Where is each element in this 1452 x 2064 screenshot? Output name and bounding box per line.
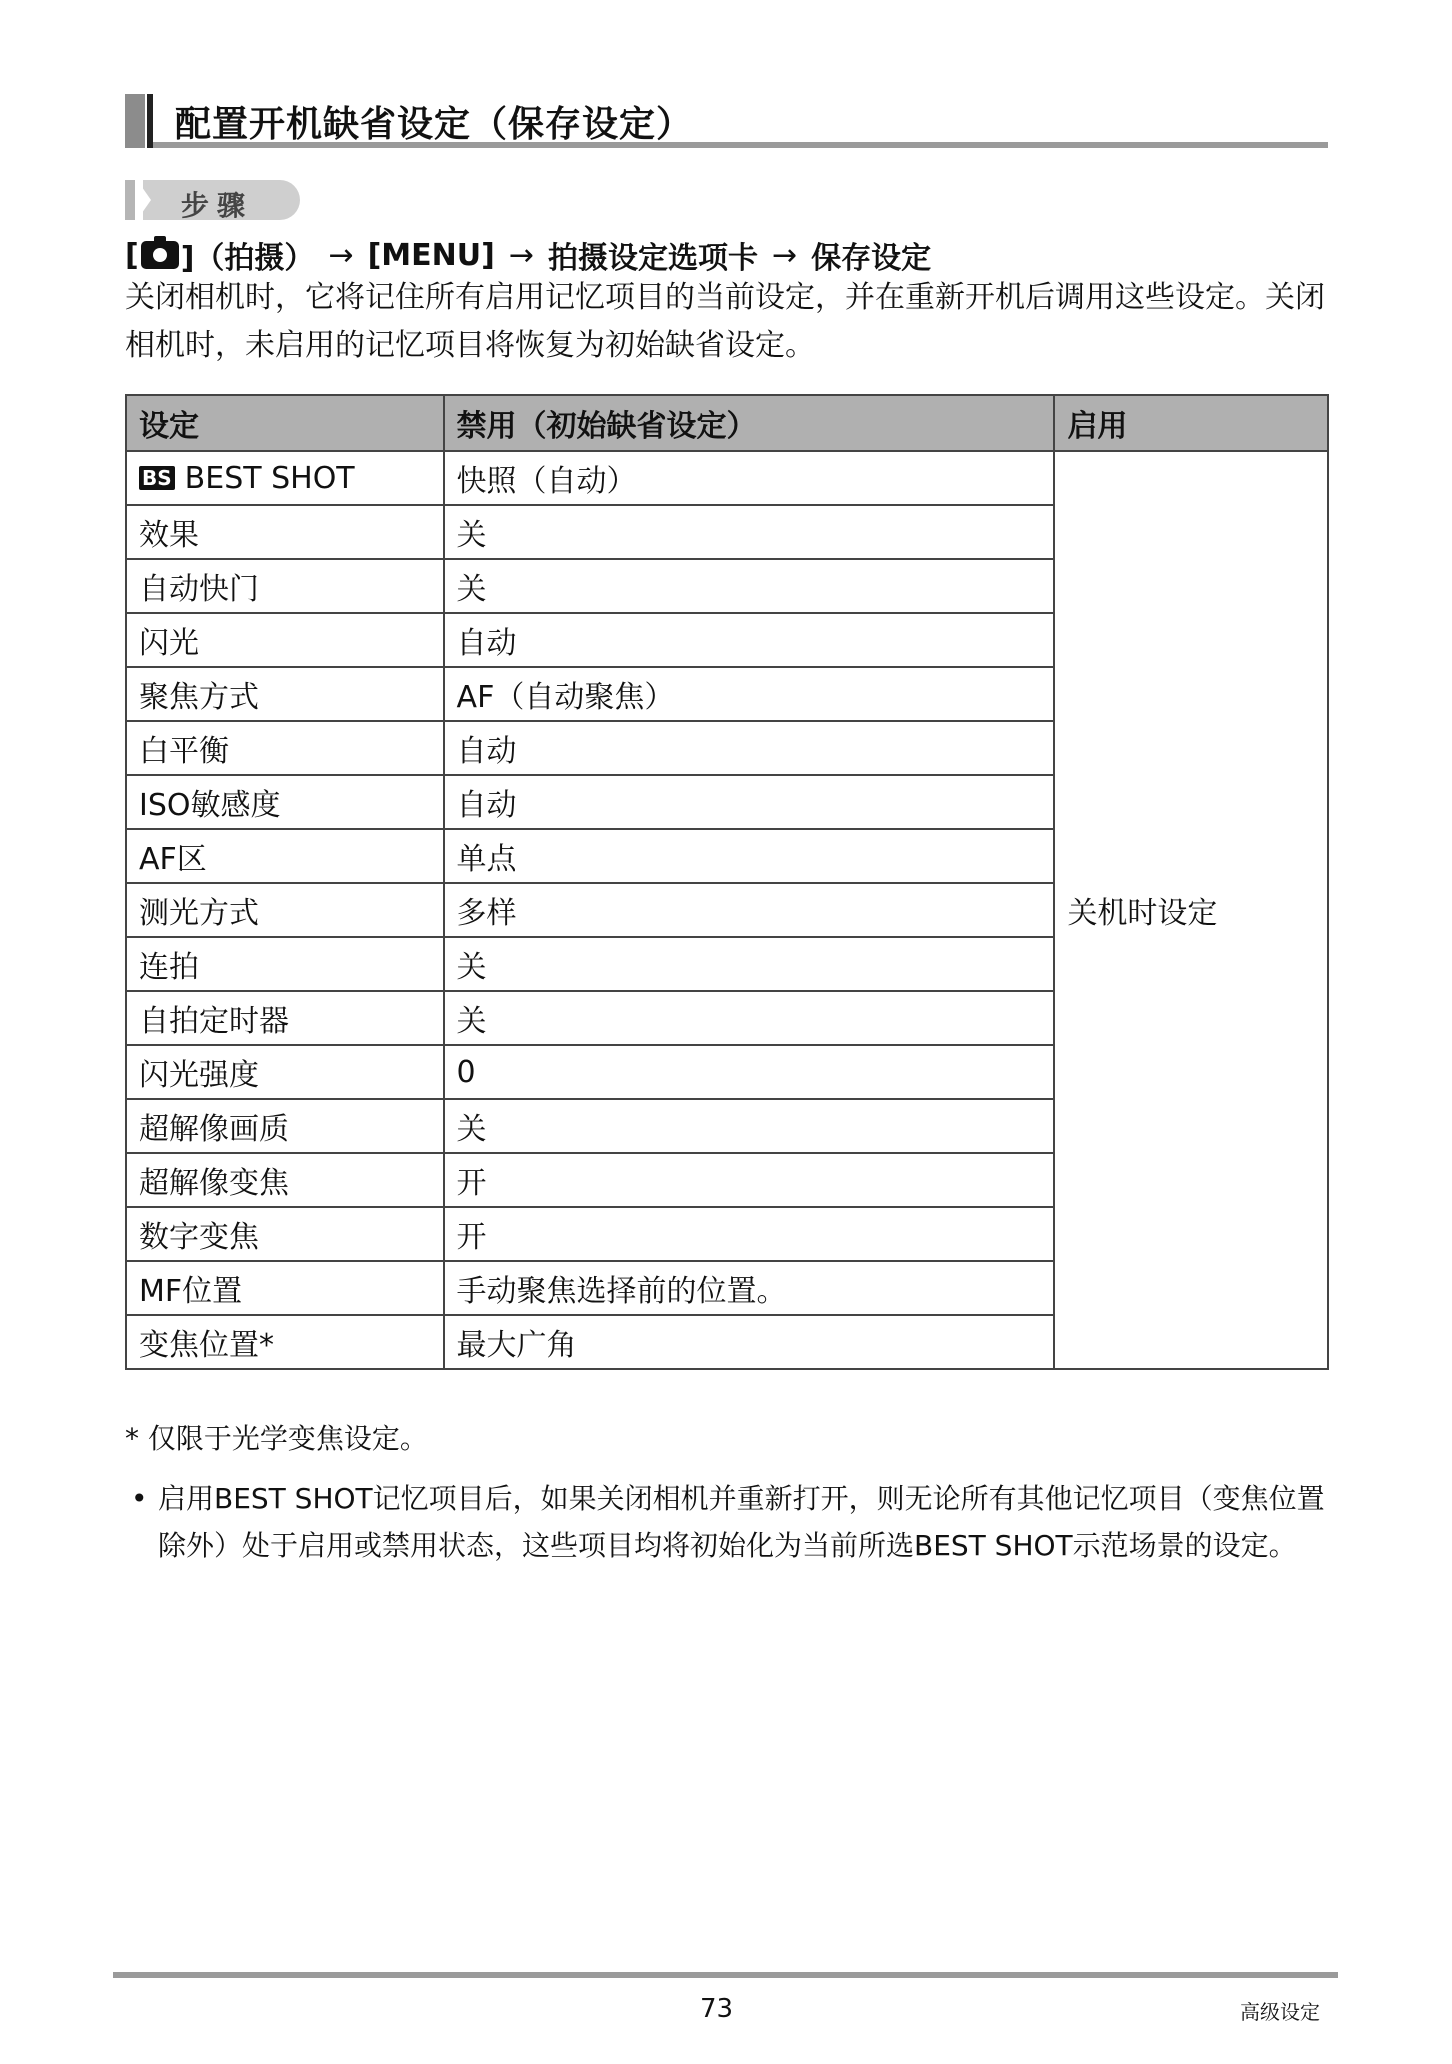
disabled-value: 关 (444, 505, 1055, 559)
disabled-value: AF（自动聚焦） (444, 667, 1055, 721)
steps-tab-notch (137, 180, 151, 220)
table-row (126, 451, 1328, 505)
settings-table (125, 394, 1329, 1370)
path-tab: 拍摄设定选项卡 (547, 241, 758, 276)
page-title: 配置开机缺省设定（保存设定） (175, 104, 694, 145)
bullet-text: 启用BEST SHOT记忆项目后，如果关闭相机并重新打开，则无论所有其他记忆项目（变焦位置除外）处于启用或禁用状态，这些项目均将初始化为当前所选BEST SHOT示范场景的设定。 (158, 1482, 1325, 1562)
title-bar-stripe (147, 94, 153, 148)
steps-tab-bar (125, 180, 135, 220)
disabled-value: 自动 (444, 721, 1055, 775)
intro-paragraph: 关闭相机时，它将记住所有启用记忆项目的当前设定，并在重新开机后调用这些设定。关闭相机时，未启用的记忆项目将恢复为初始缺省设定。 (125, 280, 1325, 363)
disabled-value: 自动 (444, 775, 1055, 829)
path-open-bracket: [ (125, 237, 139, 273)
setting-name: 测光方式 (126, 883, 444, 937)
setting-name: 聚焦方式 (126, 667, 444, 721)
setting-cell (126, 451, 444, 505)
section-title-bar (125, 92, 1328, 148)
disabled-value: 关 (444, 991, 1055, 1045)
disabled-value: 单点 (444, 829, 1055, 883)
footer-section-name: 高级设定 (1240, 2000, 1320, 2024)
disabled-value: 最大广角 (444, 1315, 1055, 1369)
enabled-value: 关机时设定 (1054, 451, 1328, 1369)
disabled-value: 关 (444, 1099, 1055, 1153)
setting-name: 连拍 (126, 937, 444, 991)
steps-tab (125, 180, 300, 220)
setting-name: 超解像变焦 (126, 1153, 444, 1207)
setting-name: 自拍定时器 (126, 991, 444, 1045)
camera-icon (141, 241, 179, 269)
bullet-note (125, 1475, 1325, 1569)
setting-name: 数字变焦 (126, 1207, 444, 1261)
setting-name: 闪光 (126, 613, 444, 667)
footer-rule (113, 1972, 1338, 1978)
setting-name: 效果 (126, 505, 444, 559)
menu-path (125, 233, 931, 277)
setting-name: ISO敏感度 (126, 775, 444, 829)
steps-label: 步骤 (181, 189, 254, 222)
disabled-value: 手动聚焦选择前的位置。 (444, 1261, 1055, 1315)
best-shot-icon: BS (139, 466, 175, 490)
column-header-disabled: 禁用（初始缺省设定） (444, 395, 1055, 451)
setting-name: 自动快门 (126, 559, 444, 613)
arrow-icon: → (328, 237, 354, 273)
setting-name: 白平衡 (126, 721, 444, 775)
disabled-value: 自动 (444, 613, 1055, 667)
path-shooting: ]（拍摄） (180, 241, 315, 276)
path-item: 保存设定 (811, 241, 932, 276)
arrow-icon: → (771, 237, 798, 273)
arrow-icon: → (508, 237, 534, 273)
setting-name: 超解像画质 (126, 1099, 444, 1153)
setting-name: MF位置 (126, 1261, 444, 1315)
disabled-value: 快照（自动） (444, 451, 1055, 505)
table-header-row (126, 395, 1328, 451)
page-number: 73 (700, 1994, 734, 2024)
disabled-value: 0 (444, 1045, 1055, 1099)
disabled-value: 关 (444, 937, 1055, 991)
column-header-setting: 设定 (126, 395, 444, 451)
disabled-value: 开 (444, 1153, 1055, 1207)
disabled-value: 多样 (444, 883, 1055, 937)
disabled-value: 关 (444, 559, 1055, 613)
column-header-enabled: 启用 (1054, 395, 1328, 451)
disabled-value: 开 (444, 1207, 1055, 1261)
path-menu: [MENU] (367, 237, 495, 273)
setting-name: BEST SHOT (184, 460, 355, 496)
footnote: * 仅限于光学变焦设定。 (125, 1422, 428, 1455)
bullet-icon: • (131, 1482, 148, 1515)
setting-name: 闪光强度 (126, 1045, 444, 1099)
title-bar-block (125, 94, 145, 148)
setting-name: 变焦位置* (126, 1315, 444, 1369)
setting-name: AF区 (126, 829, 444, 883)
